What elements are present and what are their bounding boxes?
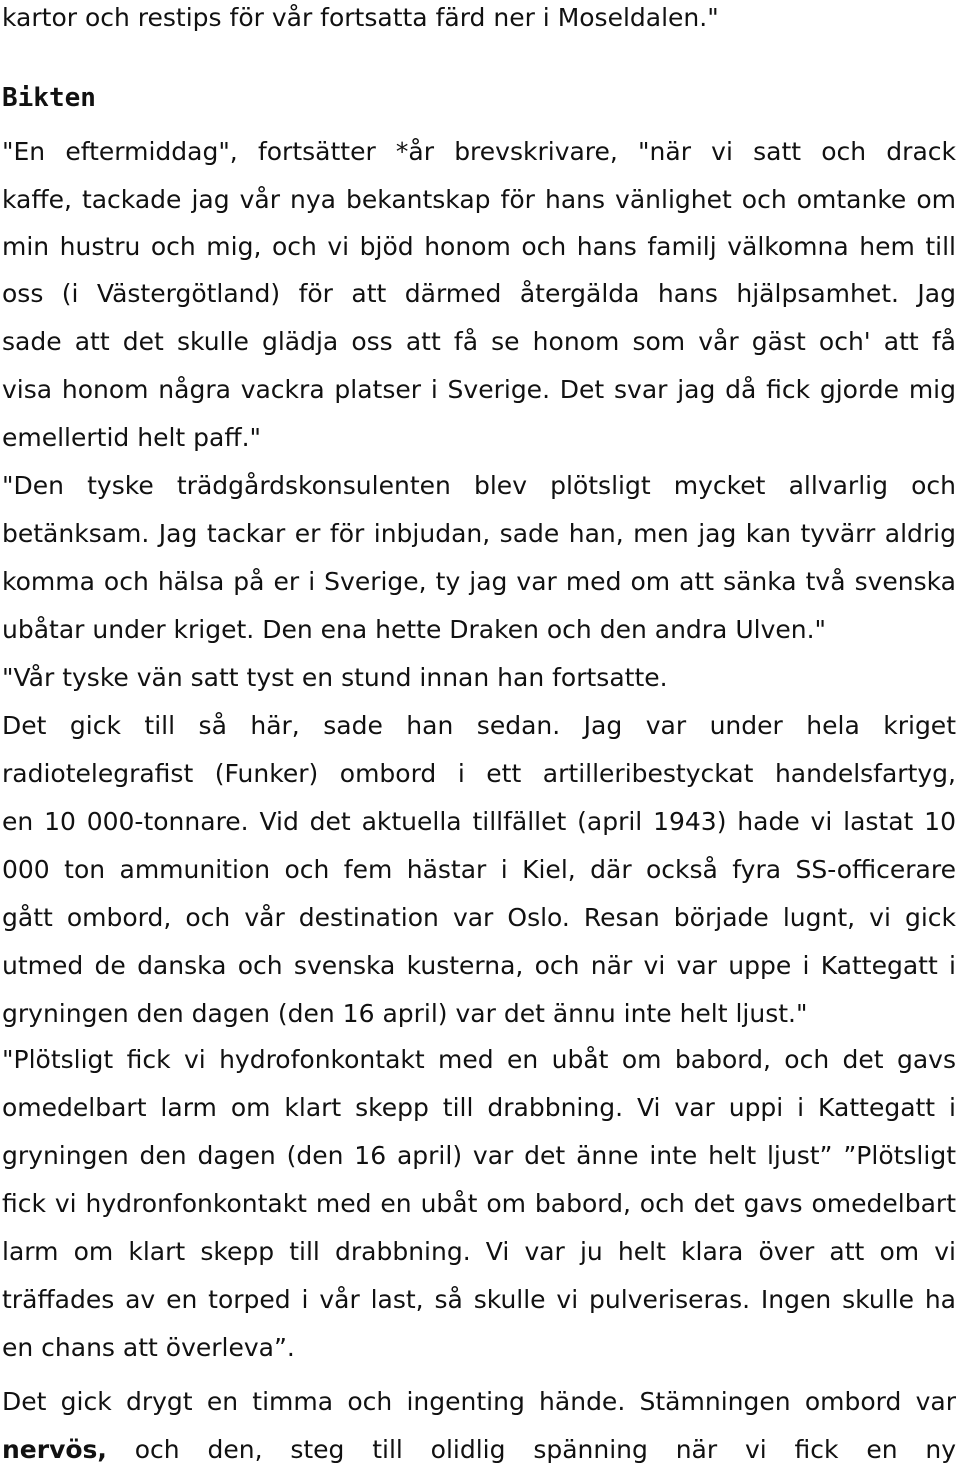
text-line: en 10 000-tonnare. Vid det aktuella tillfället (april 1943) hade vi lastat 10 [2, 807, 956, 836]
text-line: omedelbart larm om klart skepp till drabbning. Vi var uppi i Kattegatt i [2, 1093, 956, 1122]
text-line: "En eftermiddag", fortsätter *år brevskrivare, "när vi satt och drack [2, 137, 956, 166]
text-line: Det gick drygt en timma och ingenting hände. Stämningen ombord var [2, 1387, 956, 1416]
text-line: min hustru och mig, och vi bjöd honom och hans familj välkomna hem till [2, 232, 956, 261]
text-line: en chans att överleva”. [2, 1333, 295, 1362]
text-line: Det gick till så här, sade han sedan. Jag var under hela kriget [2, 711, 956, 740]
text-line: "Den tyske trädgårdskonsulenten blev plötsligt mycket allvarlig och [2, 471, 956, 500]
text-line: ubåtar under kriget. Den ena hette Draken och den andra Ulven." [2, 615, 827, 644]
text-line: utmed de danska och svenska kusterna, och när vi var uppe i Kattegatt i [2, 951, 956, 980]
text-line: träffades av en torped i vår last, så skulle vi pulveriseras. Ingen skulle ha [2, 1285, 956, 1314]
text-line: radiotelegrafist (Funker) ombord i ett artilleribestyckat handelsfartyg, [2, 759, 956, 788]
text-line: gryningen den dagen (den 16 april) var det änne inte helt ljust” ”Plötsligt [2, 1141, 956, 1170]
text-line: gått ombord, och vår destination var Oslo. Resan började lugnt, vi gick [2, 903, 956, 932]
text-line: oss (i Västergötland) för att därmed återgälda hans hjälpsamhet. Jag [2, 279, 956, 308]
section-heading: Bikten [2, 83, 96, 113]
text-line-rest: och den, steg till olidlig spänning när vi fick en ny [134, 1435, 956, 1464]
text-line: larm om klart skepp till drabbning. Vi var ju helt klara över att om vi [2, 1237, 956, 1266]
text-line: "Plötsligt fick vi hydrofonkontakt med en ubåt om babord, och det gavs [2, 1045, 956, 1074]
text-line: "Vår tyske vän satt tyst en stund innan han fortsatte. [2, 663, 668, 692]
text-line: kartor och restips för vår fortsatta färd ner i Moseldalen." [2, 3, 719, 32]
text-line: gryningen den dagen (den 16 april) var det ännu inte helt ljust." [2, 999, 808, 1028]
text-line: emellertid helt paff." [2, 423, 262, 452]
text-line: fick vi hydronfonkontakt med en ubåt om babord, och det gavs omedelbart [2, 1189, 956, 1218]
bold-word: nervös, [2, 1435, 107, 1464]
text-line: visa honom några vackra platser i Sverige. Det svar jag då fick gjorde mig [2, 375, 956, 404]
text-line: 000 ton ammunition och fem hästar i Kiel, där också fyra SS-officerare [2, 855, 956, 884]
text-line: komma och hälsa på er i Sverige, ty jag var med om att sänka två svenska [2, 567, 956, 596]
text-line: sade att det skulle glädja oss att få se honom som vår gäst och' att få [2, 327, 956, 356]
text-line: kaffe, tackade jag vår nya bekantskap för hans vänlighet och omtanke om [2, 185, 956, 214]
text-line-last [2, 1432, 956, 1468]
text-line: betänksam. Jag tackar er för inbjudan, sade han, men jag kan tyvärr aldrig [2, 519, 956, 548]
